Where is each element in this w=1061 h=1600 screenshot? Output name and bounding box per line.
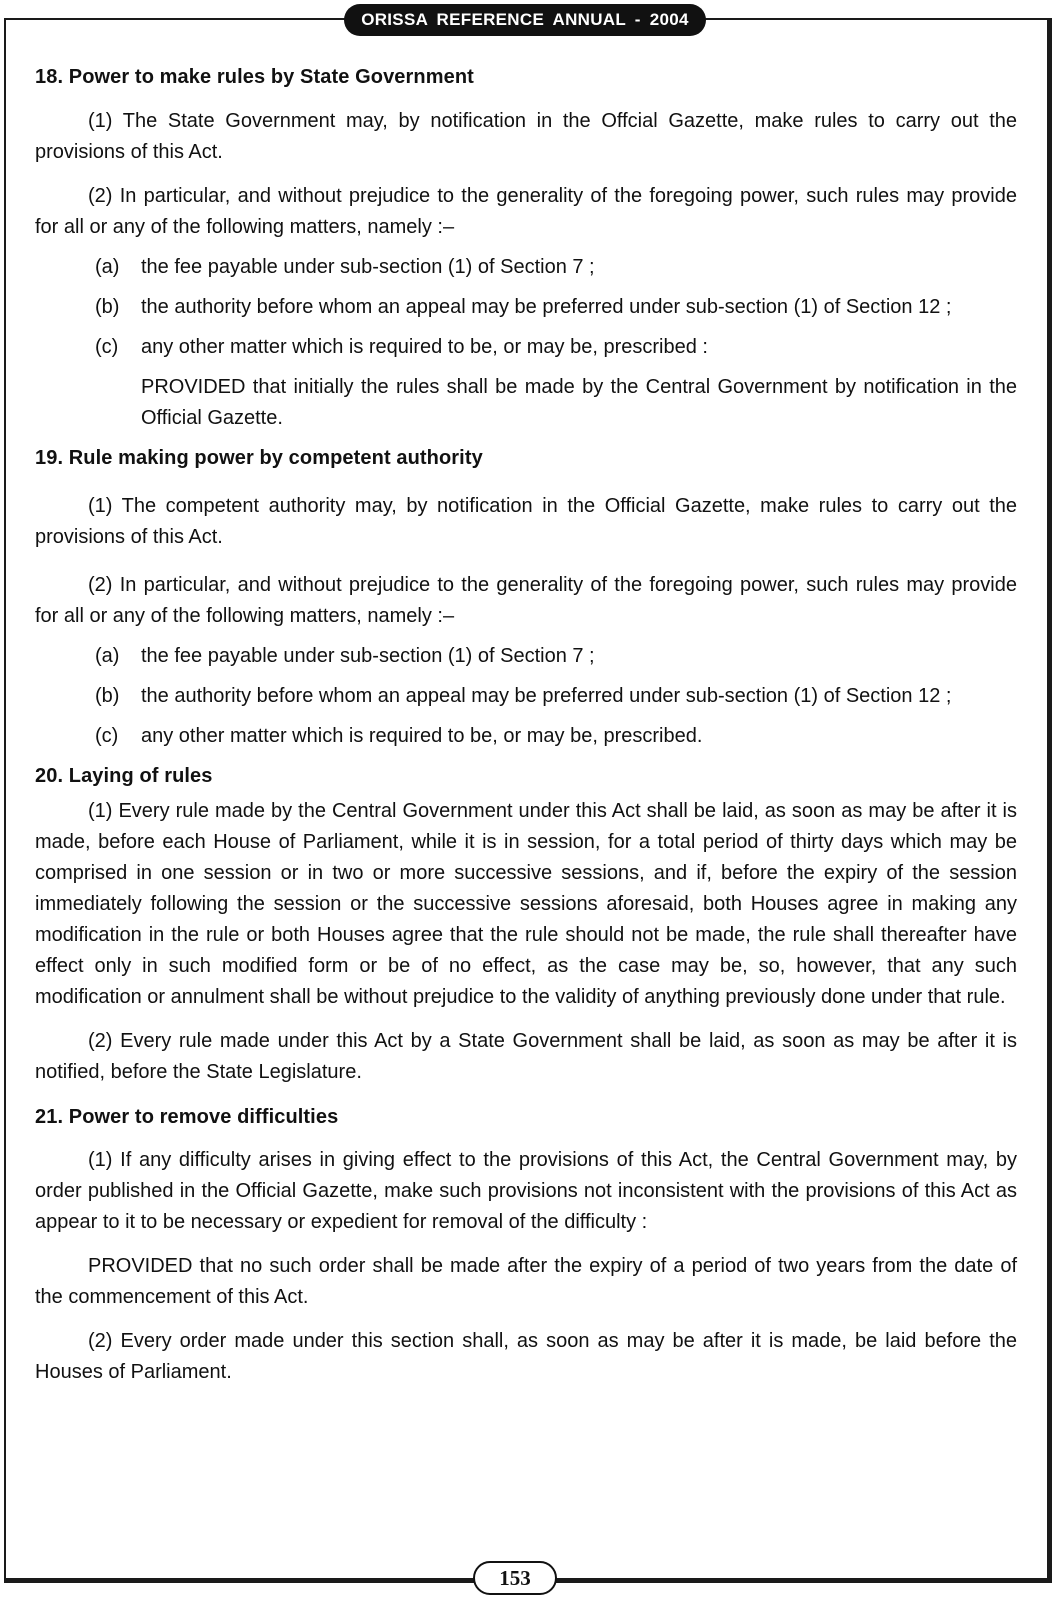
item-label: (b): [95, 685, 120, 707]
section-18-item-c: [35, 332, 1017, 363]
item-text: any other matter which is required to be, or may be, prescribed.: [141, 725, 703, 747]
page-content: [35, 62, 1017, 1388]
item-label: (a): [95, 256, 120, 278]
section-21-proviso: PROVIDED that no such order shall be made after the expiry of a period of two years from the date of the commencement of this Act.: [35, 1255, 1017, 1308]
item-label: (c): [95, 336, 119, 358]
item-label: (c): [95, 725, 119, 747]
section-18-item-b: [35, 292, 1017, 323]
section-18-heading: 18. Power to make rules by State Government: [35, 66, 474, 88]
section-20-para-2: (2) Every rule made under this Act by a State Government shall be laid, as soon as may be after it is notified, before the State Legislature.: [35, 1030, 1017, 1083]
section-18-proviso: PROVIDED that initially the rules shall be made by the Central Government by notification in the Official Gazette.: [141, 376, 1017, 429]
section-18-item-a: [35, 252, 1017, 283]
item-text: the authority before whom an appeal may be preferred under sub-section (1) of Section 12 ;: [141, 296, 952, 318]
page-number: 153: [473, 1561, 557, 1595]
item-label: (b): [95, 296, 120, 318]
section-19-para-1: (1) The competent authority may, by notification in the Official Gazette, make rules to carry out the provisions of this Act.: [35, 495, 1017, 548]
section-19-item-c: [35, 721, 1017, 752]
section-21-heading: 21. Power to remove difficulties: [35, 1106, 339, 1128]
section-19-item-b: [35, 681, 1017, 712]
section-21-para-1: (1) If any difficulty arises in giving effect to the provisions of this Act, the Central Government may, by order published in the Official Gazette, make such provisions not inconsistent with the provisions of this Act as appear to it to be necessary or expedient for removal of the difficulty :: [35, 1149, 1017, 1233]
section-20-heading: 20. Laying of rules: [35, 765, 213, 787]
section-21-para-2: (2) Every order made under this section shall, as soon as may be after it is made, be laid before the Houses of Parliament.: [35, 1330, 1017, 1383]
item-text: the fee payable under sub-section (1) of Section 7 ;: [141, 256, 595, 278]
item-label: (a): [95, 645, 120, 667]
section-19-para-2: (2) In particular, and without prejudice to the generality of the foregoing power, such rules may provide for all or any of the following matters, namely :–: [35, 574, 1017, 627]
section-19-item-a: [35, 641, 1017, 672]
item-text: the fee payable under sub-section (1) of Section 7 ;: [141, 645, 595, 667]
running-header: ORISSA REFERENCE ANNUAL - 2004: [344, 4, 706, 36]
frame-shadow-right: [1047, 18, 1052, 1583]
item-text: any other matter which is required to be, or may be, prescribed :: [141, 336, 708, 358]
section-19-heading: 19. Rule making power by competent authority: [35, 447, 483, 469]
section-18-para-2: (2) In particular, and without prejudice to the generality of the foregoing power, such rules may provide for all or any of the following matters, namely :–: [35, 185, 1017, 238]
section-20-para-1: (1) Every rule made by the Central Government under this Act shall be laid, as soon as may be after it is made, before each House of Parliament, while it is in session, for a total period of thirty days which may be comprised in one session or in two or more successive sessions, and if, before the expiry of the session immediately following the session or the successive sessions aforesaid, both Houses agree in making any modification in the rule or both Houses agree that the rule should not be made, the rule shall thereafter have effect only in such modified form or be of no effect, as the case may be, so, however, that any such modification or annulment shall be without prejudice to the validity of anything previously done under that rule.: [35, 800, 1017, 1008]
item-text: the authority before whom an appeal may be preferred under sub-section (1) of Section 12 ;: [141, 685, 952, 707]
section-18-para-1: (1) The State Government may, by notification in the Offcial Gazette, make rules to carry out the provisions of this Act.: [35, 110, 1017, 163]
